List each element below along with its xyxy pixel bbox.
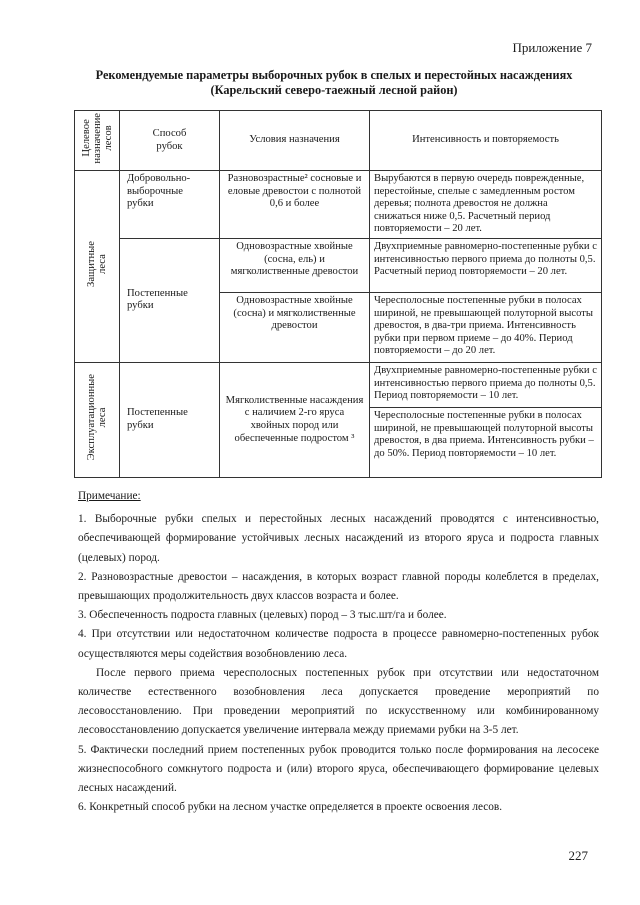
conditions-cell: Разновозрастные² сосновые и еловые древостои с полнотой 0,6 и более [220, 171, 370, 239]
conditions-cell: Одновозрастные хвойные (сосна) и мягколиственные древостои [220, 292, 370, 362]
parameters-table [74, 110, 602, 478]
title-line-2: (Карельский северо-таежный лесной район) [210, 83, 458, 97]
note-5: 5. Фактически последний прием постепенных рубок проводится только после формирования на лесосеке жизнеспособного сомкнутого подроста и (или) второго яруса, обеспечивающего формирование целевых лесных насаждений. [78, 743, 599, 795]
intensity-cell: Чересполосные постепенные рубки в полосах шириной, не превышающей полуторной высоты древостоя, в два-три приема. Интенсивность рубки при первом приеме – до 40%. Период повторяемости – до 20 лет. [370, 292, 602, 362]
appendix-label: Приложение 7 [512, 40, 592, 55]
conditions-cell: Одновозрастные хвойные (сосна, ель) и мягколиственные древостои [220, 238, 370, 292]
intensity-cell: Вырубаются в первую очередь поврежденные, перестойные, спелые с замедленным ростом деревья; полнота древостоя не должна снижаться ниже 0,5. Расчетный период повторяемости – 20 лет. [370, 171, 602, 239]
title-line-1: Рекомендуемые параметры выборочных рубок в спелых и перестойных насаждениях [95, 68, 573, 82]
intensity-cell: Двухприемные равномерно-постепенные рубки с интенсивностью первого приема до полноты 0,5. Расчетный период повторяемости – 20 лет. [370, 238, 602, 292]
table-row [75, 171, 602, 239]
method-voluntary-selective: Добровольно- выборочные рубки [120, 171, 220, 239]
notes-section [78, 487, 599, 817]
note-4-continued: После первого приема чересполосных постепенных рубок при отсутствии или недостаточном количестве естественного возобновления леса допускается проведение мероприятий по лесовосстановлению. При проведении мероприятий по искусственному или комбинированному лесовосстановлению допускается увеличение интервала между приемами рубки на 3-5 лет. [78, 666, 599, 737]
page-title [60, 68, 608, 98]
method-gradual: Постепенные рубки [120, 238, 220, 362]
purpose-protective: Защитные леса [75, 171, 120, 363]
header-conditions: Условия назначения [220, 111, 370, 171]
table-row [75, 238, 602, 292]
intensity-cell: Чересполосные постепенные рубки в полосах шириной, не превышающей полуторной высоты древостоя, в два приема. Интенсивность рубки – до 50%. Период повторяемости – 10 лет. [370, 407, 602, 477]
note-6: 6. Конкретный способ рубки на лесном участке определяется в проекте освоения лесов. [78, 801, 503, 814]
note-4: 4. При отсутствии или недостаточном количестве подроста в процессе равномерно-постепенных рубок осуществляются меры содействия возобновлению леса. [78, 628, 599, 660]
table-header-row [75, 111, 602, 171]
note-1: 1. Выборочные рубки спелых и перестойных лесных насаждений проводятся с интенсивностью, обеспечивающей формирование устойчивых лесных насаждений из второго яруса и подроста главных (целевых) пород. [78, 513, 599, 564]
method-gradual-exploitation: Постепенные рубки [120, 362, 220, 477]
note-2: 2. Разновозрастные древостои – насаждения, в которых возраст главной породы колеблется в пределах, превышающих продолжительность двух классов возраста и более. [78, 570, 599, 603]
purpose-exploitation: Эксплуатационные леса [75, 362, 120, 477]
intensity-cell: Двухприемные равномерно-постепенные рубки с интенсивностью первого приема до полноты 0,5. Период повторяемости – 10 лет. [370, 362, 602, 407]
table-row [75, 362, 602, 407]
header-intensity: Интенсивность и повторяемость [370, 111, 602, 171]
header-purpose: Целевое назначение лесов [75, 111, 120, 171]
notes-heading: Примечание: [78, 490, 141, 502]
note-3: 3. Обеспеченность подроста главных (целевых) пород – 3 тыс.шт/га и более. [78, 609, 447, 622]
header-method: Способ рубок [120, 111, 220, 171]
conditions-cell: Мягколиственные насаждения с наличием 2-го яруса хвойных пород или обеспеченные подростом ³ [220, 362, 370, 477]
page-number: 227 [568, 848, 588, 863]
